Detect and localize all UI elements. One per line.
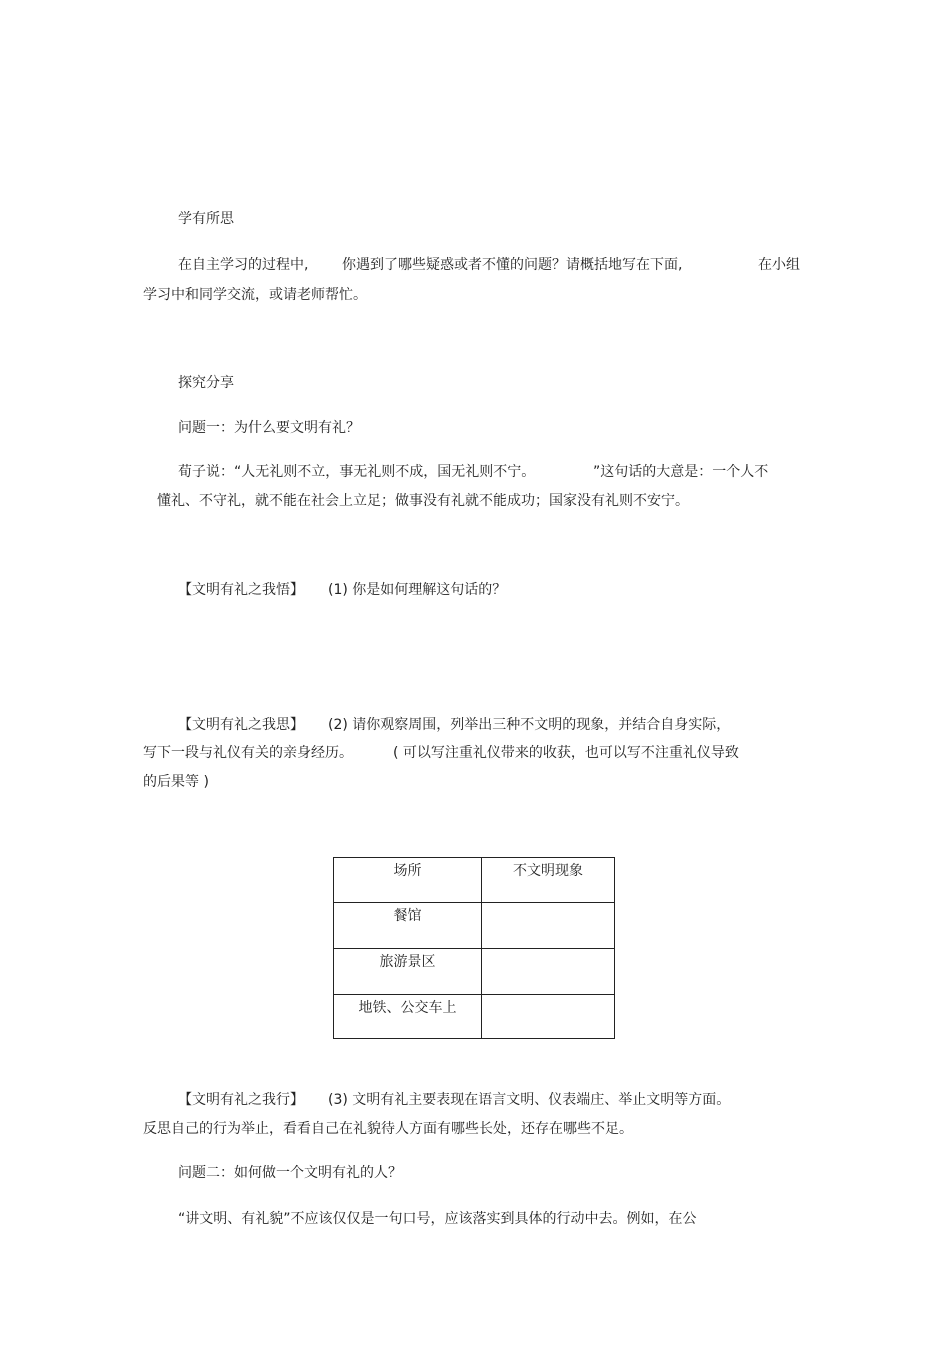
table-row (334, 903, 615, 949)
xunzi-quote-part2: ”这句话的大意是：一个人不 (593, 464, 769, 480)
table-header-phenomenon: 不文明现象 (482, 858, 615, 903)
paragraph-xuesuosi-part3: 在小组 (758, 257, 800, 273)
xing-tag: 【文明有礼之我行】 (178, 1092, 304, 1108)
question-one: 问题一：为什么要文明有礼？ (178, 420, 360, 436)
table-row (334, 949, 615, 995)
xunzi-quote-line2: 懂礼、不守礼，就不能在社会上立足；做事没有礼就不能成功；国家没有礼则不安宁。 (157, 493, 689, 509)
paragraph-xuesuosi-part2: 你遇到了哪些疑惑或者不懂的问题？请概括地写在下面, (342, 257, 683, 273)
si-tag: 【文明有礼之我思】 (178, 717, 304, 733)
si-line3: 的后果等 ) (143, 774, 209, 790)
question-two-text: “讲文明、有礼貌”不应该仅仅是一句口号，应该落实到具体的行动中去。例如，在公 (178, 1211, 697, 1227)
xunzi-quote-part1: 荀子说：“人无礼则不立，事无礼则不成，国无礼则不宁。 (178, 464, 536, 480)
si-line2-part2: ( 可以写注重礼仪带来的收获，也可以写不注重礼仪导致 (393, 745, 739, 761)
table-cell-place: 旅游景区 (334, 949, 482, 995)
paragraph-xuesuosi-part1: 在自主学习的过程中, (178, 257, 309, 273)
xing-text: (3) 文明有礼主要表现在语言文明、仪表端庄、举止文明等方面。 (328, 1092, 731, 1108)
question-two: 问题二：如何做一个文明有礼的人？ (178, 1165, 402, 1181)
wu-text: (1) 你是如何理解这句话的？ (328, 582, 507, 598)
places-table (333, 857, 615, 1039)
table-cell-phenomenon[interactable] (482, 995, 615, 1039)
paragraph-xuesuosi-line2: 学习中和同学交流，或请老师帮忙。 (143, 287, 367, 303)
table-header-row (334, 858, 615, 903)
si-text: (2) 请你观察周围，列举出三种不文明的现象，并结合自身实际， (328, 717, 731, 733)
table-row (334, 995, 615, 1039)
table-cell-phenomenon[interactable] (482, 949, 615, 995)
table-cell-place: 餐馆 (334, 903, 482, 949)
table-cell-phenomenon[interactable] (482, 903, 615, 949)
heading-tanjiufenxiang: 探究分享 (178, 375, 234, 391)
xing-line2: 反思自己的行为举止，看看自己在礼貌待人方面有哪些长处，还存在哪些不足。 (143, 1121, 633, 1137)
heading-xueyousuosi: 学有所思 (178, 211, 234, 227)
table-cell-place: 地铁、公交车上 (334, 995, 482, 1039)
wu-tag: 【文明有礼之我悟】 (178, 582, 304, 598)
table-header-place: 场所 (334, 858, 482, 903)
si-line2-part1: 写下一段与礼仪有关的亲身经历。 (143, 745, 353, 761)
